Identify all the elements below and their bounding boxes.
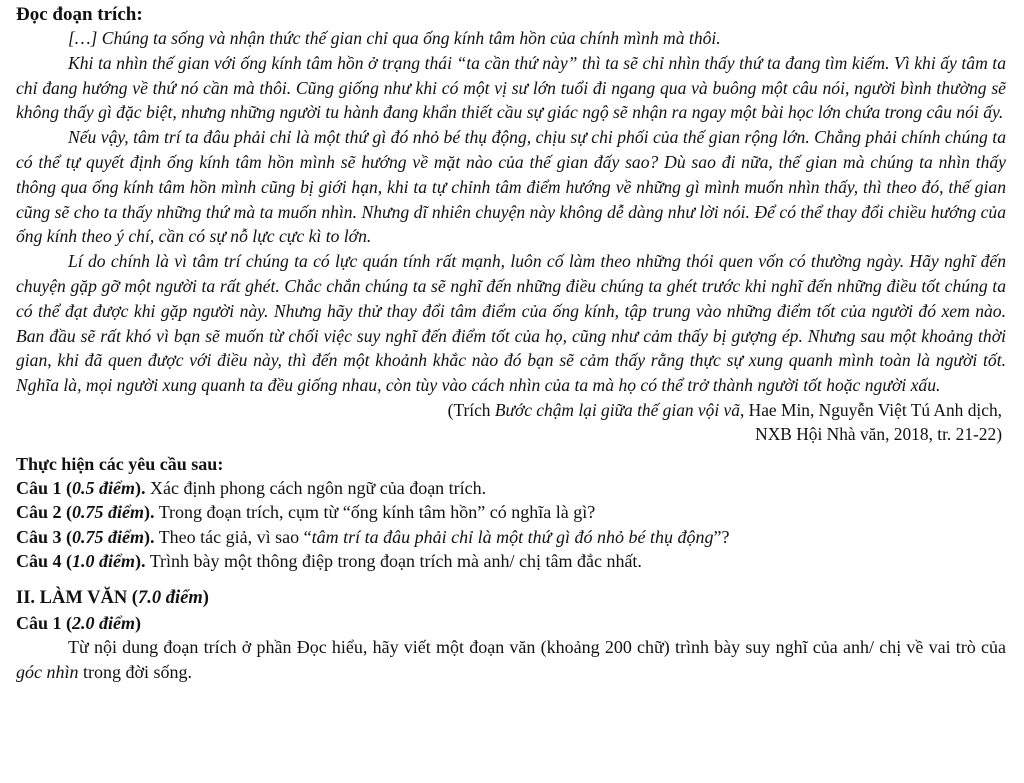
reading-passage <box>16 26 1006 398</box>
question-1-label: Câu 1 (0.5 điểm). <box>16 477 146 498</box>
writing-section-title: II. LÀM VĂN (7.0 điểm) <box>16 587 209 608</box>
tasks-heading: Thực hiện các yêu cầu sau: <box>16 453 224 474</box>
question-1 <box>16 476 1006 501</box>
question-4-text: Trình bày một thông điệp trong đoạn trích mà anh/ chị tâm đắc nhất. <box>145 551 642 572</box>
question-2-text: Trong đoạn trích, cụm từ “ống kính tâm hồn” có nghĩa là gì? <box>154 502 596 523</box>
source-title: Bước chậm lại giữa thế gian vội vã <box>494 399 740 420</box>
passage-paragraph-3: Nếu vậy, tâm trí ta đâu phải chỉ là một thứ gì đó nhỏ bé thụ động, chịu sự chi phối của thế gian rộng lớn. Chẳng phải chính chúng ta có thể tự quyết định ống kính tâm hồn mình sẽ hướng về mặt nào của thế gian đấy sao? Dù sao đi nữa, thế gian mà chúng ta nhìn thấy thông qua ống kính tâm hồn mình cũng bị giới hạn, khi ta tự chỉnh tâm điểm hướng về những gì mình muốn nhìn thấy, thì theo đó, thế gian cũng sẽ cho ta thấy những thứ mà ta muốn nhìn. Nhưng dĩ nhiên chuyện này không dễ dàng như lời nói. Để có thể thay đổi chiều hướng của ống kính theo ý chí, cần có sự nỗ lực cực kì to lớn. <box>16 127 1006 247</box>
source-prefix: (Trích <box>447 399 495 420</box>
question-3-quote: tâm trí ta đâu phải chỉ là một thứ gì đó nhỏ bé thụ động <box>311 526 714 547</box>
question-2-label: Câu 2 (0.75 điểm). <box>16 502 155 523</box>
question-3-text: Theo tác giả, vì sao “ <box>154 526 312 547</box>
writing-question-label: Câu 1 (2.0 điểm) <box>16 612 142 633</box>
writing-prompt: Từ nội dung đoạn trích ở phần Đọc hiểu, hãy viết một đoạn văn (khoảng 200 chữ) trình bày suy nghĩ của anh/ chị về vai trò của góc nhìn trong đời sống. <box>16 637 1006 682</box>
passage-paragraph-1: […] Chúng ta sống và nhận thức thế gian chỉ qua ống kính tâm hồn của chính mình mà thôi. <box>68 28 721 48</box>
passage-paragraph-2: Khi ta nhìn thế gian với ống kính tâm hồn ở trạng thái “ta cần thứ này” thì ta sẽ chỉ nhìn thấy thứ ta đang tìm kiếm. Vì khi ấy tâm ta chỉ đang hướng về thứ nó cần mà thôi. Cũng giống như khi có một vị sư lớn tuổi đi ngang qua và buông một câu nói, người bình thường sẽ không thấy gì đặc biệt, nhưng những người tu hành đang khẩn thiết cầu sự giác ngộ sẽ nhận ra ngay một bài học lớn chứa trong câu nói ấy. <box>16 52 1006 123</box>
source-line-1 <box>16 398 1002 422</box>
question-1-text: Xác định phong cách ngôn ngữ của đoạn trích. <box>145 477 487 498</box>
source-suffix: , Hae Min, Nguyễn Việt Tú Anh dịch, <box>739 399 1002 420</box>
source-citation <box>16 398 1006 446</box>
question-3 <box>16 525 1006 550</box>
question-3-end: ”? <box>713 526 730 547</box>
question-2 <box>16 500 1006 525</box>
question-4-label: Câu 4 (1.0 điểm). <box>16 551 146 572</box>
question-4 <box>16 549 1006 574</box>
question-3-label: Câu 3 (0.75 điểm). <box>16 526 155 547</box>
source-line-2: NXB Hội Nhà văn, 2018, tr. 21-22) <box>755 423 1002 444</box>
passage-paragraph-4: Lí do chính là vì tâm trí chúng ta có lực quán tính rất mạnh, luôn cố làm theo những thói quen vốn có thường ngày. Hãy nghĩ đến chuyện gặp gỡ một người ta rất ghét. Chắc chắn chúng ta sẽ nghĩ đến những điều chúng ta ghét trước khi nghĩ đến những điều tốt chúng ta có thể đạt được khi gặp người này. Nhưng hãy thử thay đổi tâm điểm của ống kính, tập trung vào những điểm tốt của người đó xem nào. Ban đầu sẽ rất khó vì bạn sẽ muốn từ chối việc suy nghĩ đến điểm tốt của họ, cũng như cảm thấy bị gượng ép. Nhưng sau một khoảng thời gian, khi đã quen được với điều này, thì đến một khoảnh khắc nào đó bạn sẽ cảm thấy rằng thực sự xung quanh mình toàn là người tốt. Nghĩa là, mọi người xung quanh ta đều giống nhau, còn tùy vào cách nhìn của ta mà họ có thể trở thành người tốt hoặc người xấu. <box>16 251 1006 396</box>
reading-heading: Đọc đoạn trích: <box>16 4 143 25</box>
